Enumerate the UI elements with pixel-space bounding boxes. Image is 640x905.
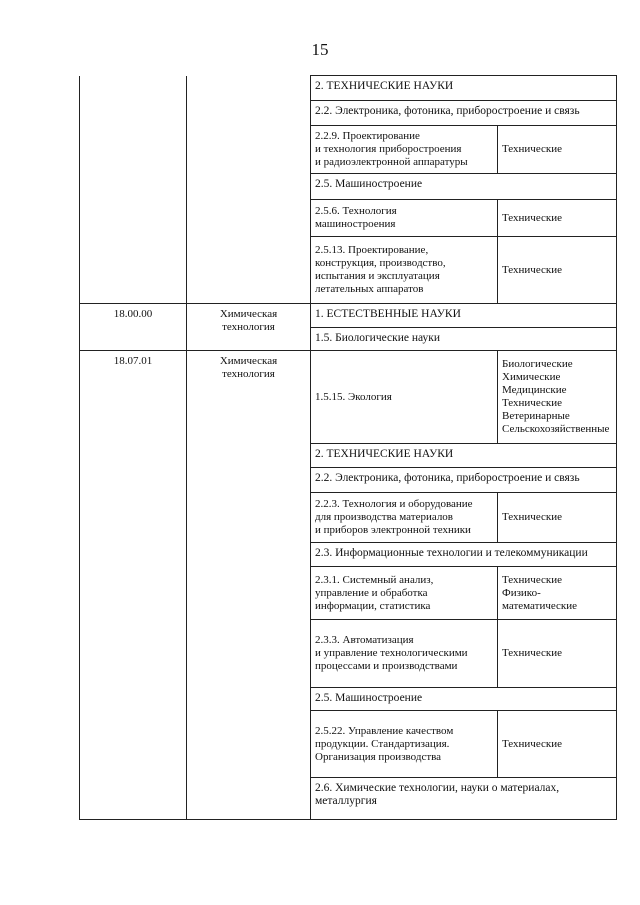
science-group-line: 2.6. Химические технологии, науки о материалах,: [315, 782, 560, 794]
science-cell: [311, 304, 617, 351]
science-branch: [498, 493, 616, 542]
specialty-code-cell: [80, 76, 187, 304]
science-specialty-line: информации, статистика: [315, 599, 431, 612]
science-branch-line: Технические: [502, 511, 562, 523]
science-branch-line: Технические: [502, 211, 562, 224]
science-branch-line: математические: [502, 599, 578, 612]
science-specialty-line: 1.5.15. Экология: [315, 390, 392, 403]
specialty-code-cell: 18.07.01: [80, 351, 187, 820]
science-specialty-line: управление и обработка: [315, 586, 428, 599]
science-branch: [498, 126, 616, 173]
science-specialty-line: летательных аппаратов: [315, 283, 424, 295]
science-branch: [498, 237, 616, 303]
science-specialty-name: [311, 493, 498, 542]
science-specialty-row: [311, 492, 616, 542]
science-specialty-line: продукции. Стандартизация.: [315, 737, 450, 750]
specialty-name-line: технология: [222, 368, 275, 380]
science-specialty-line: 2.3.1. Системный анализ,: [315, 573, 434, 586]
specialty-name-cell: [187, 304, 311, 351]
science-specialty-line: 2.3.3. Автоматизация: [315, 634, 414, 646]
science-specialty-row: [311, 236, 616, 303]
science-branch-line: Сельскохозяйственные: [502, 423, 610, 435]
science-branch: [498, 711, 616, 777]
science-specialty-line: 2.5.13. Проектирование,: [315, 244, 429, 256]
science-branch-line: Химические: [502, 371, 561, 383]
science-specialty-name: [311, 351, 498, 443]
table-row: [80, 304, 617, 351]
science-specialty-line: машиностроения: [315, 218, 396, 230]
science-specialty-line: 2.2.9. Проектирование: [315, 130, 420, 142]
science-group-header: 2. ТЕХНИЧЕСКИЕ НАУКИ: [311, 443, 616, 467]
science-branch-line: Биологические: [502, 358, 573, 370]
science-specialty-name: [311, 126, 498, 173]
science-specialty-row: [311, 125, 616, 173]
science-branch: [498, 620, 616, 687]
table-row: [80, 351, 617, 820]
science-branch-line: Технические: [502, 397, 562, 409]
science-specialty-line: конструкция, производство,: [315, 257, 446, 269]
specialty-name-line: технология: [222, 321, 275, 333]
science-specialty-name: [311, 237, 498, 303]
science-branch-line: Технические: [502, 737, 562, 750]
science-group-header: 1.5. Биологические науки: [311, 327, 616, 350]
specialty-name-line: Химическая: [219, 355, 278, 367]
science-group-header: 2.3. Информационные технологии и телекоммуникации: [311, 542, 616, 566]
science-branch-line: Медицинские: [502, 384, 567, 396]
table-row: [80, 76, 617, 304]
science-group-header: 1. ЕСТЕСТВЕННЫЕ НАУКИ: [315, 308, 461, 320]
science-specialty-name: [311, 620, 498, 687]
science-branch: [498, 567, 616, 619]
science-specialty-name: [311, 200, 498, 236]
science-specialty-line: и приборов электронной техники: [315, 524, 471, 536]
science-branch-line: Технические: [502, 143, 562, 155]
science-specialty-name: [311, 567, 498, 619]
science-specialty-line: и радиоэлектронной аппаратуры: [315, 156, 468, 168]
science-branch-line: Технические: [502, 573, 562, 586]
specialty-name-cell: [187, 351, 311, 820]
science-group-header: 2. ТЕХНИЧЕСКИЕ НАУКИ: [315, 80, 454, 92]
science-group-header: 2.2. Электроника, фотоника, приборостроение и связь: [311, 100, 616, 125]
science-specialty-line: Организация производства: [315, 750, 442, 763]
science-specialty-line: 2.5.6. Технология: [315, 205, 397, 217]
science-group-header: 2.2. Электроника, фотоника, приборостроение и связь: [311, 467, 616, 492]
science-group-header: 2.5. Машиностроение: [311, 687, 616, 710]
science-specialty-line: и технология приборостроения: [315, 143, 462, 155]
science-cell: [311, 351, 617, 820]
science-specialty-row: [311, 710, 616, 777]
science-specialty-row: [311, 619, 616, 687]
science-specialty-row: [311, 199, 616, 236]
science-cell: [311, 76, 617, 304]
science-specialty-name: [311, 711, 498, 777]
science-specialty-line: испытания и эксплуатация: [315, 270, 440, 282]
specialty-name-line: Химическая: [219, 308, 278, 320]
specialty-name-cell: [187, 76, 311, 304]
specialties-table: [79, 75, 617, 820]
science-specialty-line: 2.5.22. Управление качеством: [315, 724, 454, 737]
page-number: 15: [311, 40, 329, 59]
science-group-line: металлургия: [315, 795, 377, 807]
science-branch-line: Технические: [502, 647, 562, 659]
science-group-header: 2.5. Машиностроение: [311, 173, 616, 199]
science-specialty-line: процессами и производствами: [315, 660, 458, 672]
science-branch-line: Ветеринарные: [502, 410, 570, 422]
science-branch-line: Физико-: [502, 586, 541, 599]
science-specialty-line: и управление технологическими: [315, 647, 468, 659]
science-branch: [498, 351, 616, 443]
science-group-header: [311, 777, 616, 819]
science-branch-line: Технические: [502, 263, 562, 276]
science-specialty-row: [311, 351, 616, 443]
science-specialty-row: [311, 566, 616, 619]
science-branch: [498, 200, 616, 236]
science-specialty-line: 2.2.3. Технология и оборудование: [315, 498, 473, 510]
specialty-code-cell: 18.00.00: [80, 304, 187, 351]
science-specialty-line: для производства материалов: [315, 511, 454, 523]
